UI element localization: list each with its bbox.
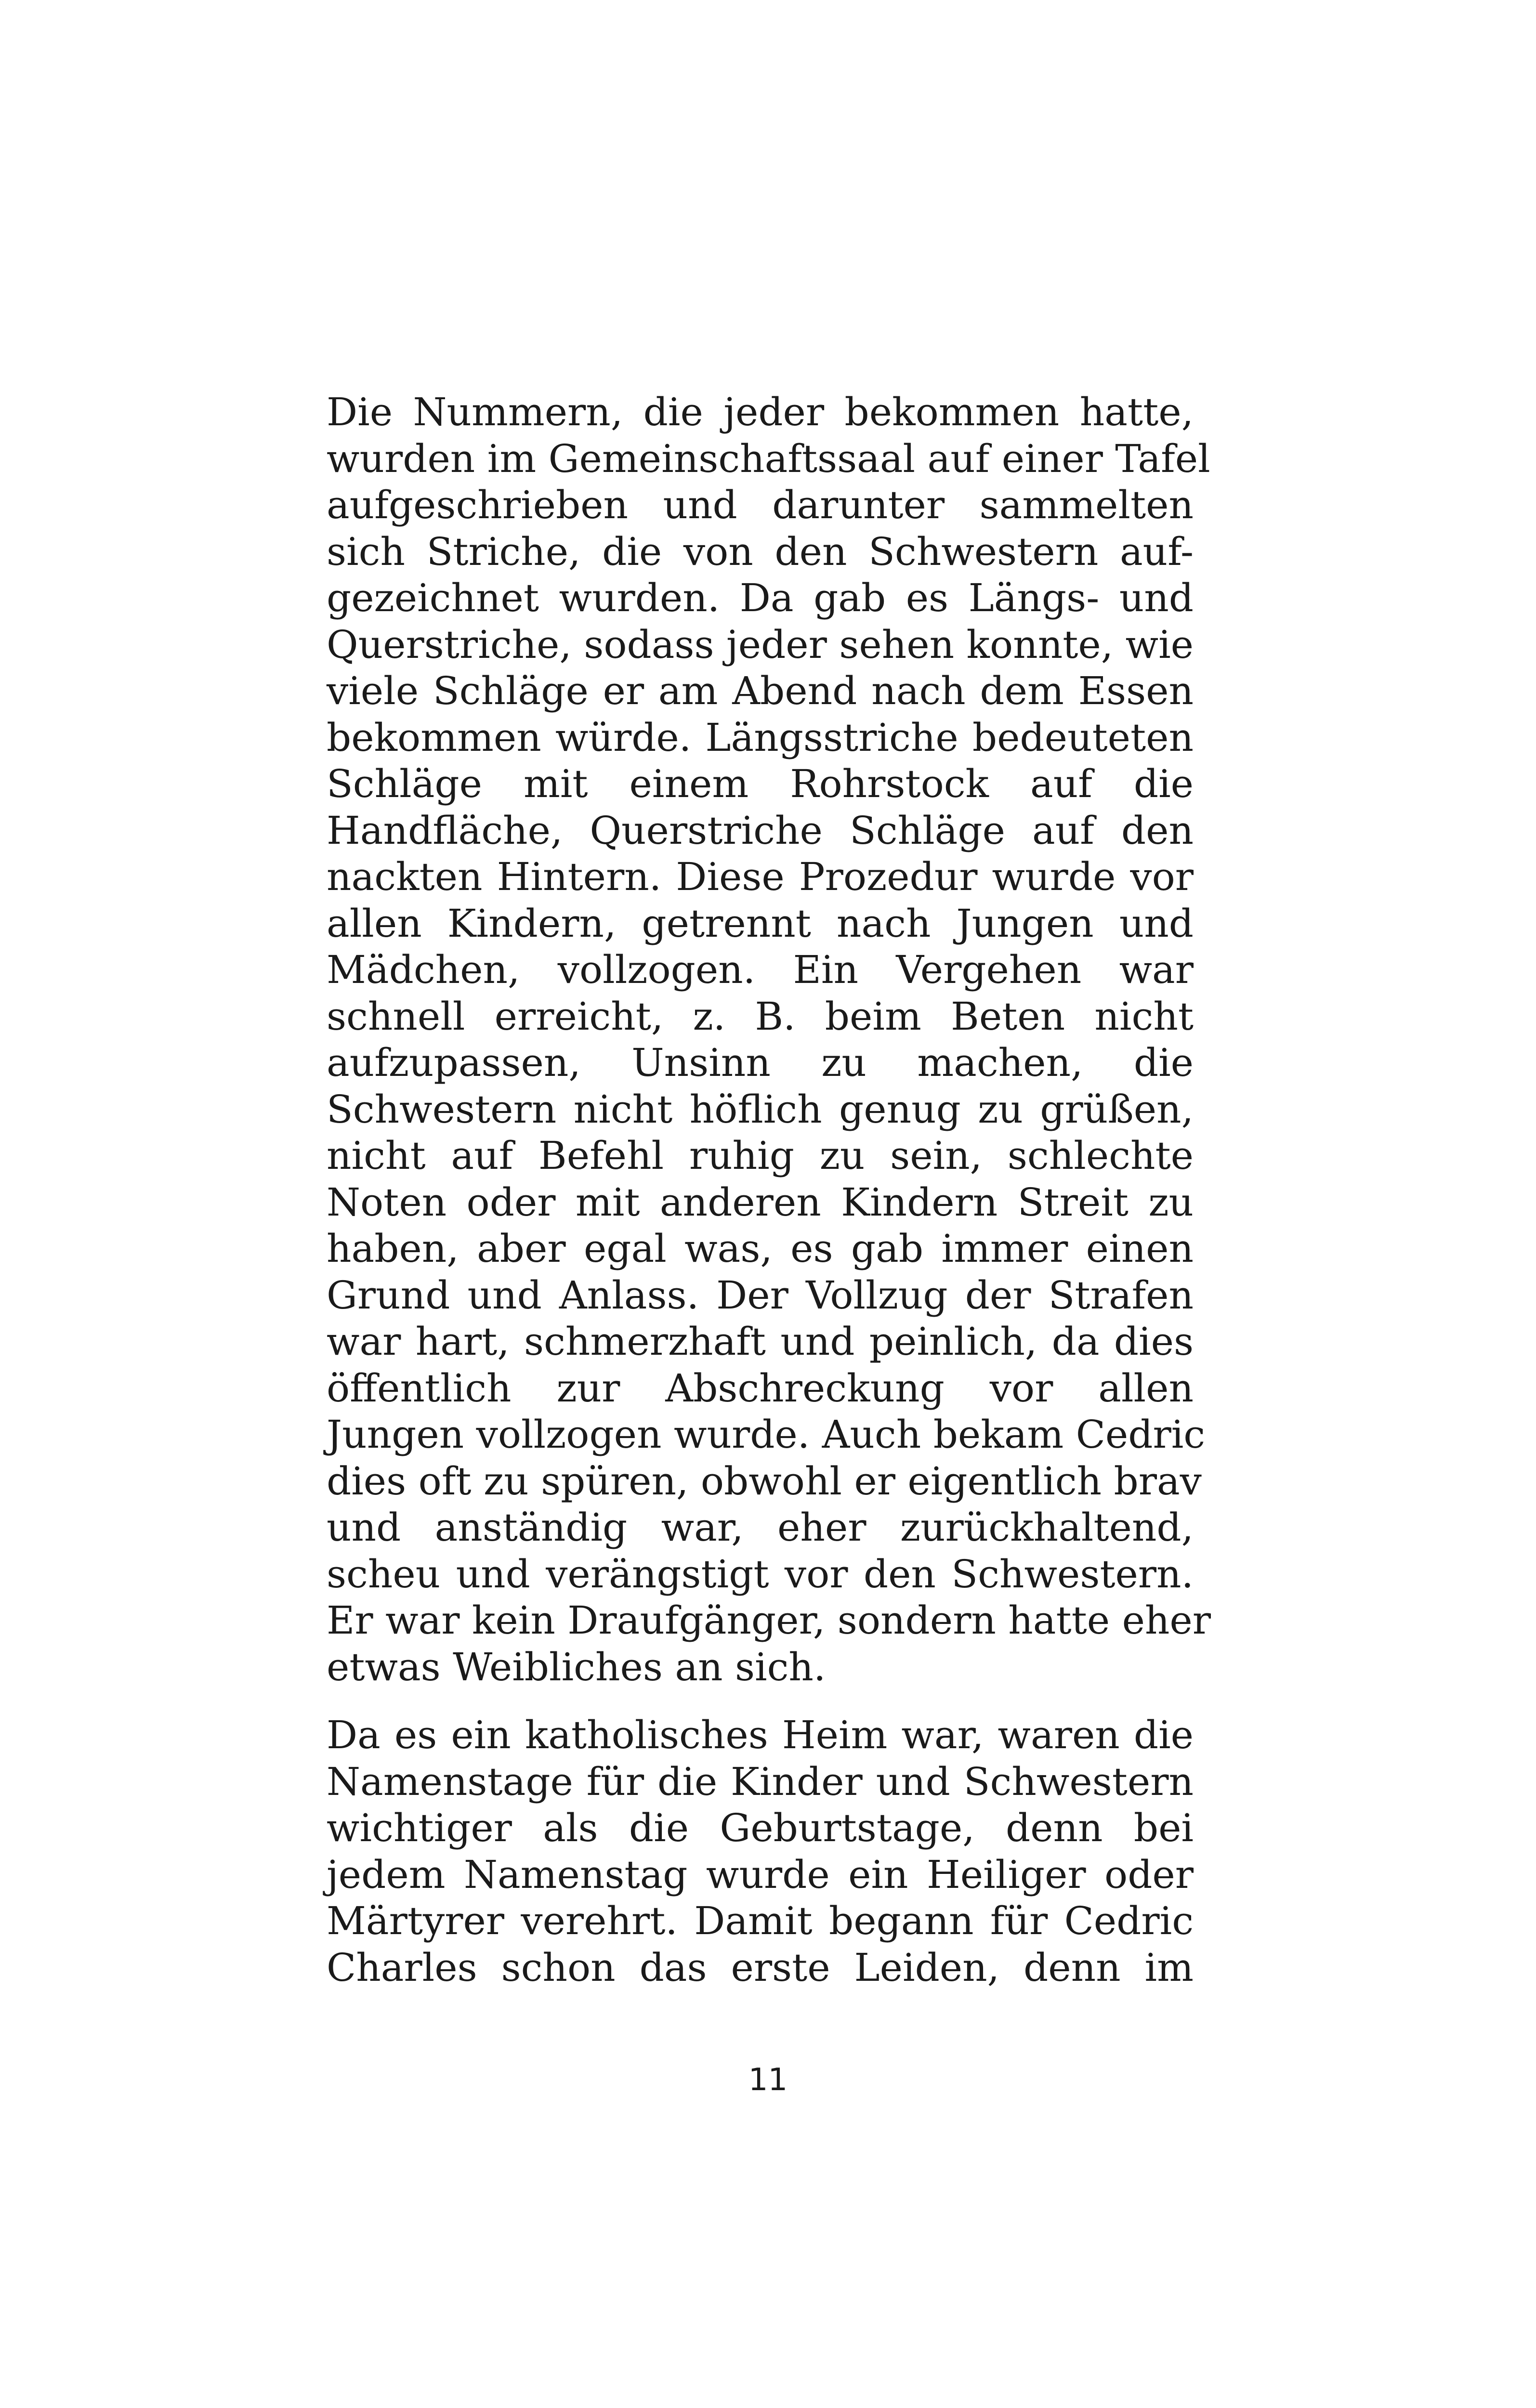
text-line: Mädchen, vollzogen. Ein Vergehen war [327,947,1194,992]
text-line: gezeichnet wurden. Da gab es Längs- und [327,576,1194,620]
text-line: öffentlich zur Abschreckung vor allen [327,1365,1194,1411]
text-line: Märtyrer verehrt. Damit begann für Cedric [327,1898,1194,1943]
text-line: aufzupassen, Unsinn zu machen, die [327,1040,1194,1085]
text-line: scheu und verängstigt vor den Schwestern. [327,1551,1194,1597]
text-line: wurden im Gemeinschaftssaal auf einer Tafel [327,436,1210,481]
text-line: haben, aber egal was, es gab immer einen [327,1226,1194,1271]
text-line: Er war kein Draufgänger, sondern hatte eher [327,1598,1211,1643]
text-line: etwas Weibliches an sich. [327,1644,826,1689]
text-line: schnell erreicht, z. B. beim Beten nicht [327,994,1194,1039]
text-line: wichtiger als die Geburtstage, denn bei [327,1806,1194,1850]
text-line: sich Striche, die von den Schwestern auf- [327,529,1194,574]
text-line: Noten oder mit anderen Kindern Streit zu [327,1179,1194,1225]
text-line: Da es ein katholisches Heim war, waren die [327,1713,1194,1757]
text-line: aufgeschrieben und darunter sammelten [327,483,1194,527]
text-line: viele Schläge er am Abend nach dem Essen [327,668,1194,713]
text-line: Schwestern nicht höflich genug zu grüßen, [327,1086,1194,1132]
text-line: jedem Namenstag wurde ein Heiliger oder [327,1852,1194,1897]
text-line: Grund und Anlass. Der Vollzug der Strafen [327,1272,1194,1318]
paragraph-spacer [327,1690,1194,1712]
page-number: 11 [748,2062,788,2098]
text-line: allen Kindern, getrennt nach Jungen und [327,901,1194,946]
text-line: dies oft zu spüren, obwohl er eigentlich brav [327,1458,1202,1504]
body-text [327,389,1211,1991]
paragraph-1 [327,389,1211,1690]
text-line: Handfläche, Querstriche Schläge auf den [327,808,1194,853]
paragraph-2 [327,1712,1194,1991]
text-line: Die Nummern, die jeder bekommen hatte, [327,390,1194,434]
text-line: nackten Hintern. Diese Prozedur wurde vor [327,854,1194,899]
text-line: Schläge mit einem Rohrstock auf die [327,761,1194,806]
text-line: Charles schon das erste Leiden, denn im [327,1945,1194,1990]
text-line: war hart, schmerzhaft und peinlich, da dies [327,1319,1194,1364]
text-line: Querstriche, sodass jeder sehen konnte, wie [327,622,1194,667]
text-line: bekommen würde. Längsstriche bedeuteten [327,715,1194,760]
text-line: nicht auf Befehl ruhig zu sein, schlechte [327,1133,1194,1178]
text-line: und anständig war, eher zurückhaltend, [327,1505,1194,1550]
text-line: Jungen vollzogen wurde. Auch bekam Cedric [327,1412,1206,1457]
text-line: Namenstage für die Kinder und Schwestern [327,1759,1194,1804]
